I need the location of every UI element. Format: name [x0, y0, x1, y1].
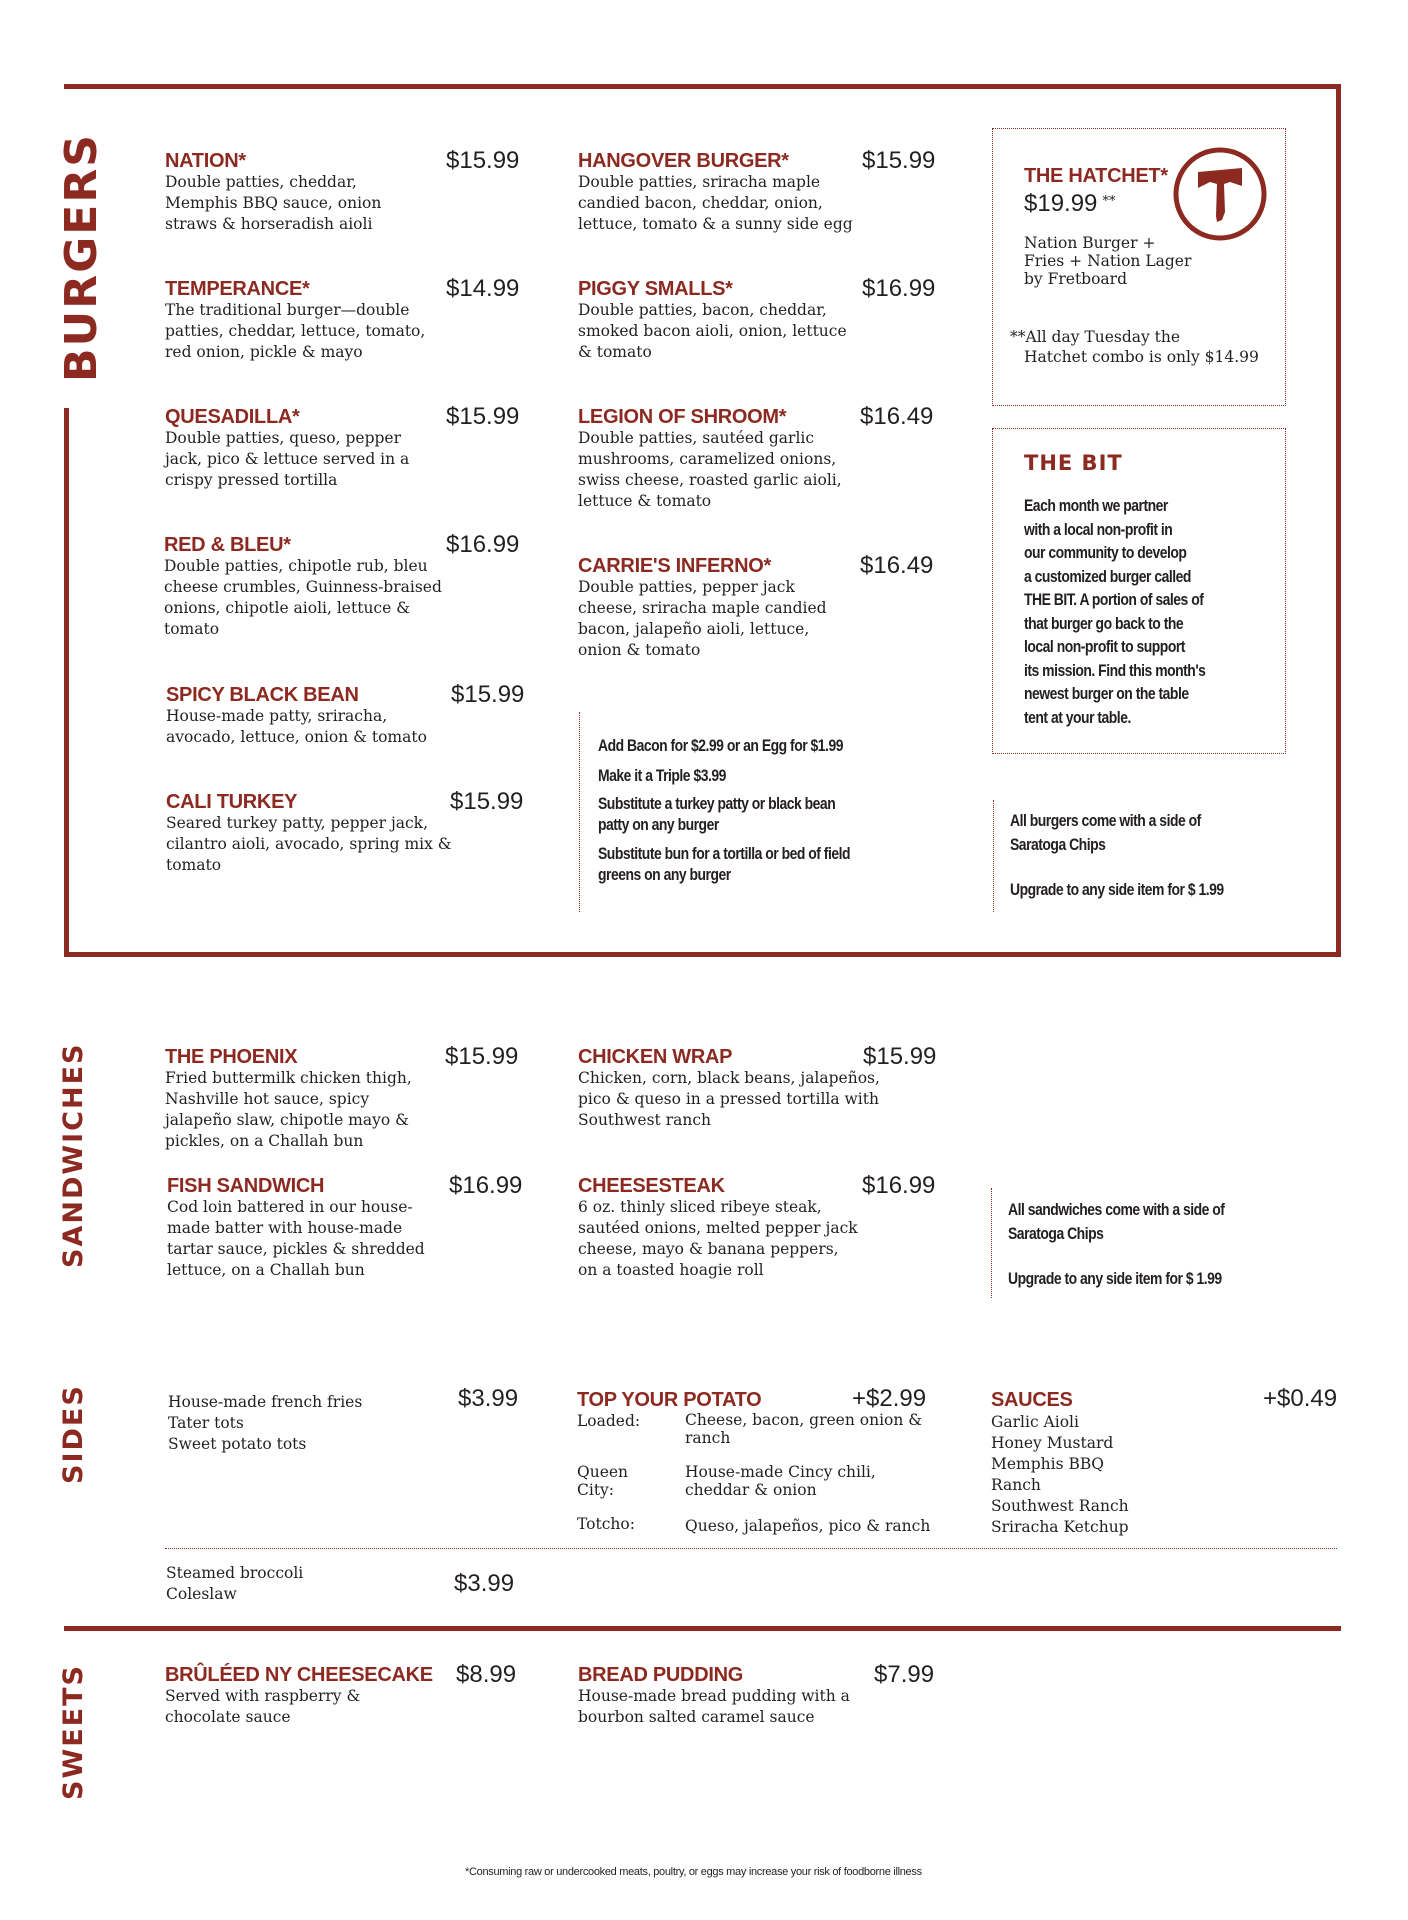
item-price: $15.99 — [446, 147, 520, 174]
sauce-item: Honey Mustard — [991, 1434, 1114, 1452]
bit-line: a customized burger called — [1024, 566, 1191, 586]
potato-option-desc: Queso, jalapeños, pico & ranch — [685, 1517, 931, 1535]
sandwich-side-note — [1008, 1198, 1272, 1291]
item-price: $14.99 — [446, 275, 520, 302]
item-name: CHICKEN WRAP — [578, 1046, 733, 1068]
hatchet-logo-icon — [1172, 146, 1268, 242]
hatchet-line: Fries + Nation Lager — [1024, 252, 1192, 270]
footer-disclaimer: *Consuming raw or undercooked meats, poultry, or eggs may increase your risk of foodborne illness — [465, 1866, 922, 1878]
hatchet-price-mark: ** — [1102, 194, 1116, 209]
item-price: $15.99 — [451, 681, 525, 708]
hatchet-title: THE HATCHET* — [1024, 165, 1168, 187]
menu-item-spicy-black-bean — [166, 684, 456, 748]
sauces-title: SAUCES — [991, 1389, 1073, 1411]
side-item: Coleslaw — [166, 1585, 237, 1603]
bit-line: its mission. Find this month's — [1024, 660, 1206, 680]
sauces-price: +$0.49 — [1263, 1385, 1338, 1412]
item-name: RED & BLEU* — [164, 534, 291, 556]
item-desc: Chicken, corn, black beans, jalapeños, pico & queso in a pressed tortilla with Southwest ranch — [578, 1069, 880, 1129]
item-desc: Double patties, bacon, cheddar, smoked bacon aioli, onion, lettuce & tomato — [578, 301, 847, 361]
side-item: Tater tots — [168, 1414, 244, 1432]
addon-line: Add Bacon for $2.99 or an Egg for $1.99 — [598, 736, 843, 755]
item-name: SPICY BLACK BEAN — [166, 684, 359, 706]
item-desc: Double patties, chipotle rub, bleu cheese crumbles, Guinness-braised onions, chipotle aioli, lettuce & tomato — [164, 557, 442, 638]
burgers-top-rule — [64, 84, 1341, 89]
the-bit-desc — [1024, 494, 1245, 729]
section-label-burgers: BURGERS — [56, 133, 107, 382]
item-price: $15.99 — [863, 1043, 937, 1070]
hatchet-note-line: Hatchet combo is only $14.99 — [1024, 348, 1259, 366]
side-note-line: All burgers come with a side of — [1010, 811, 1201, 830]
item-desc: Seared turkey patty, pepper jack, cilantro aioli, avocado, spring mix & tomato — [166, 814, 452, 874]
menu-item-nation — [165, 150, 455, 235]
menu-item-the-phoenix — [165, 1046, 440, 1152]
burger-side-note — [1010, 809, 1271, 902]
item-price: $16.99 — [446, 531, 520, 558]
sauce-item: Southwest Ranch — [991, 1497, 1129, 1515]
addons-divider — [579, 712, 580, 912]
burger-addons — [598, 734, 905, 885]
menu-item-fish-sandwich — [167, 1175, 452, 1281]
sauce-item: Memphis BBQ — [991, 1455, 1104, 1473]
item-name: QUESADILLA* — [165, 406, 300, 428]
sauce-item: Sriracha Ketchup — [991, 1518, 1129, 1536]
menu-item-legion-of-shroom — [578, 406, 868, 512]
item-desc: Double patties, pepper jack cheese, sriracha maple candied bacon, jalapeño aioli, lettuce, onion & tomato — [578, 578, 827, 659]
item-price: $16.99 — [862, 1172, 936, 1199]
item-price: $16.99 — [449, 1172, 523, 1199]
side-note-line: Upgrade to any side item for $ 1.99 — [1010, 880, 1224, 899]
section-label-sandwiches: SANDWICHES — [58, 1042, 89, 1268]
hatchet-line: Nation Burger + — [1024, 234, 1156, 252]
potato-option-label: Queen City: — [577, 1463, 629, 1499]
menu-item-red-bleu — [164, 534, 442, 640]
burgers-left-rule — [64, 408, 69, 957]
section-label-sweets: SWEETS — [58, 1664, 89, 1800]
sides-group-2 — [166, 1563, 303, 1605]
burgers-right-rule — [1336, 84, 1341, 957]
potato-option-label: Loaded: — [577, 1412, 641, 1430]
addon-line: Substitute bun for a tortilla or bed of field — [598, 844, 851, 863]
sides-group-2-price: $3.99 — [454, 1570, 515, 1597]
hatchet-line: by Fretboard — [1024, 270, 1127, 288]
sides-group-1 — [168, 1392, 362, 1455]
item-name: BRÛLÉED NY CHEESECAKE — [165, 1664, 433, 1686]
menu-item-piggy-smalls — [578, 278, 863, 363]
side-note-line: Saratoga Chips — [1008, 1223, 1104, 1243]
top-your-potato-price: +$2.99 — [852, 1385, 927, 1412]
item-name: HANGOVER BURGER* — [578, 150, 789, 172]
sides-divider — [165, 1548, 1337, 1549]
item-name: NATION* — [165, 150, 246, 172]
burger-side-note-divider — [993, 800, 994, 912]
item-price: $16.49 — [860, 552, 934, 579]
hatchet-desc — [1024, 234, 1191, 288]
item-name: TEMPERANCE* — [165, 278, 310, 300]
item-price: $15.99 — [446, 403, 520, 430]
sauces-list — [991, 1412, 1129, 1538]
item-price: $15.99 — [862, 147, 936, 174]
item-name: BREAD PUDDING — [578, 1664, 743, 1686]
potato-option-label: Totcho: — [577, 1515, 635, 1533]
bit-line: Each month we partner — [1024, 496, 1168, 515]
side-note-line: Upgrade to any side item for $ 1.99 — [1008, 1269, 1222, 1288]
item-desc: 6 oz. thinly sliced ribeye steak, sautéed onions, melted pepper jack cheese, mayo & banana peppers, on a toasted hoagie roll — [578, 1198, 858, 1279]
bit-line: with a local non-profit in — [1024, 519, 1173, 539]
menu-item-bruleed-ny-cheesecake — [165, 1664, 433, 1728]
menu-item-carries-inferno — [578, 555, 856, 661]
item-name: CHEESESTEAK — [578, 1175, 725, 1197]
hatchet-note-line: **All day Tuesday the — [1010, 328, 1181, 346]
addon-line: Substitute a turkey patty or black bean — [598, 794, 836, 813]
item-name: FISH SANDWICH — [167, 1175, 325, 1197]
sauce-item: Ranch — [991, 1476, 1041, 1494]
bit-line: THE BIT. A portion of sales of — [1024, 590, 1204, 609]
item-price: $15.99 — [445, 1043, 519, 1070]
bit-line: that burger go back to the — [1024, 613, 1184, 633]
item-name: CALI TURKEY — [166, 791, 298, 813]
side-item: Sweet potato tots — [168, 1435, 307, 1453]
item-name: PIGGY SMALLS* — [578, 278, 733, 300]
item-price: $16.99 — [862, 275, 936, 302]
hatchet-price-row — [1024, 190, 1116, 218]
sauce-item: Garlic Aioli — [991, 1413, 1079, 1431]
menu-item-hangover-burger — [578, 150, 868, 235]
item-price: $15.99 — [450, 788, 524, 815]
addon-line: patty on any burger — [598, 815, 719, 834]
menu-item-chicken-wrap — [578, 1046, 898, 1131]
hatchet-note — [1010, 327, 1259, 367]
item-price: $8.99 — [456, 1661, 517, 1688]
menu-item-cali-turkey — [166, 791, 462, 876]
item-desc: Double patties, queso, pepper jack, pico & lettuce served in a crispy pressed tortilla — [165, 429, 410, 489]
menu-item-quesadilla — [165, 406, 425, 491]
item-desc: Double patties, sautéed garlic mushrooms, caramelized onions, swiss cheese, roasted garlic aioli, lettuce & tomato — [578, 429, 842, 510]
side-item: House-made french fries — [168, 1393, 363, 1411]
side-note-line: All sandwiches come with a side of — [1008, 1200, 1225, 1219]
potato-option-desc: House-made Cincy chili, cheddar & onion — [685, 1463, 876, 1499]
item-price: $7.99 — [874, 1661, 935, 1688]
item-price: $16.49 — [860, 403, 934, 430]
item-desc: Cod loin battered in our house-made batter with house-made tartar sauce, pickles & shredded lettuce, on a Challah bun — [167, 1198, 425, 1279]
sweets-top-rule — [64, 1626, 1341, 1631]
the-bit-title: THE BIT — [1024, 451, 1123, 475]
sides-group-1-price: $3.99 — [458, 1385, 519, 1412]
item-desc: Double patties, cheddar, Memphis BBQ sauce, onion straws & horseradish aioli — [165, 173, 382, 233]
menu-item-bread-pudding — [578, 1664, 868, 1728]
item-name: THE PHOENIX — [165, 1046, 298, 1068]
addon-line: greens on any burger — [598, 865, 731, 884]
item-name: CARRIE'S INFERNO* — [578, 555, 772, 577]
bit-line: newest burger on the table — [1024, 684, 1189, 703]
item-desc: The traditional burger—double patties, cheddar, lettuce, tomato, red onion, pickle & mayo — [165, 301, 426, 361]
top-your-potato-title: TOP YOUR POTATO — [577, 1389, 762, 1411]
bit-line: our community to develop — [1024, 543, 1187, 562]
sandwich-side-note-divider — [991, 1188, 992, 1298]
section-label-sides: SIDES — [58, 1384, 89, 1484]
potato-option-desc: Cheese, bacon, green onion & ranch — [685, 1411, 923, 1447]
hatchet-price: $19.99 — [1024, 190, 1098, 217]
addon-line: Make it a Triple $3.99 — [598, 765, 726, 785]
bit-line: local non-profit to support — [1024, 637, 1185, 656]
item-desc: House-made patty, sriracha, avocado, lettuce, onion & tomato — [166, 707, 427, 746]
side-item: Steamed broccoli — [166, 1564, 304, 1582]
burgers-bottom-rule — [64, 952, 1341, 957]
item-desc: Fried buttermilk chicken thigh, Nashville hot sauce, spicy jalapeño slaw, chipotle mayo & pickles, on a Challah bun — [165, 1069, 412, 1150]
menu-item-cheesesteak — [578, 1175, 858, 1281]
item-desc: House-made bread pudding with a bourbon salted caramel sauce — [578, 1687, 850, 1726]
item-desc: Served with raspberry & chocolate sauce — [165, 1687, 361, 1726]
item-name: LEGION OF SHROOM* — [578, 406, 787, 428]
side-note-line: Saratoga Chips — [1010, 834, 1106, 854]
bit-line: tent at your table. — [1024, 707, 1131, 727]
menu-item-temperance — [165, 278, 443, 363]
item-desc: Double patties, sriracha maple candied bacon, cheddar, onion, lettuce, tomato & a sunny side egg — [578, 173, 853, 233]
